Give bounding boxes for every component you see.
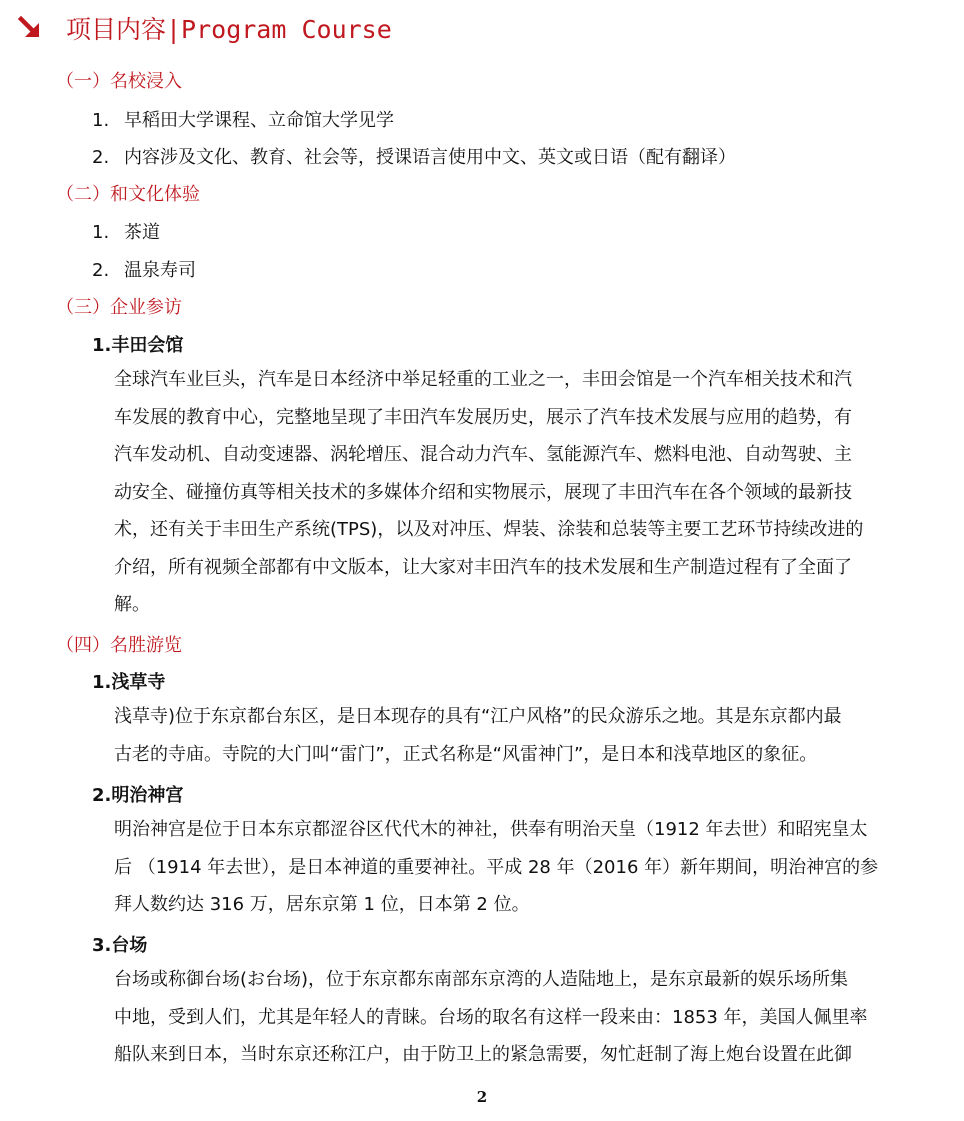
title-row (16, 10, 392, 46)
paragraph-line: 古老的寺庙。寺院的大门叫“雷门”，正式名称是“风雷神门”，是日本和浅草地区的象征。 (114, 743, 818, 765)
paragraph-line: 拜人数约达 316 万，居东京第 1 位，日本第 2 位。 (114, 894, 530, 915)
paragraph-line: 中地，受到人们，尤其是年轻人的青睐。台场的取名有这样一段来由：1853 年，美国人佩里率 (114, 1006, 868, 1028)
subsection-title: 3.台场 (92, 935, 148, 956)
paragraph-line: 全球汽车业巨头，汽车是日本经济中举足轻重的工业之一，丰田会馆是一个汽车相关技术和汽 (114, 369, 852, 390)
list-item (92, 143, 736, 169)
paragraph-line: 车发展的教育中心，完整地呈现了丰田汽车发展历史，展示了汽车技术发展与应用的趋势，有 (114, 406, 852, 428)
paragraph-line: 后 （1914 年去世），是日本神道的重要神社。平成 28 年（2016 年）新年期间，明治神宫的参 (114, 856, 879, 878)
paragraph-line: 台场或称御台场(お台场)，位于东京都东南部东京湾的人造陆地上，是东京最新的娱乐场所集 (114, 969, 849, 990)
subsection-title: 1.浅草寺 (92, 672, 166, 693)
page-title: 项目内容|Program Course (66, 15, 392, 44)
item-text: 茶道 (124, 222, 160, 243)
section-heading-3: （三）企业参访 (56, 297, 182, 318)
item-number: 2. (92, 260, 110, 281)
paragraph-line: 术，还有关于丰田生产系统(TPS)，以及对冲压、焊装、涂装和总装等主要工艺环节持续改进的 (114, 519, 864, 540)
paragraph-line: 动安全、碰撞仿真等相关技术的多媒体介绍和实物展示，展现了丰田汽车在各个领域的最新技 (114, 481, 852, 503)
item-number: 1. (92, 222, 110, 243)
section-heading-4: （四）名胜游览 (56, 635, 182, 656)
arrow-down-right-icon (18, 16, 42, 40)
paragraph (114, 361, 934, 624)
subsection-title: 2.明治神宫 (92, 785, 184, 806)
list-item (92, 256, 196, 282)
paragraph-line: 解。 (114, 594, 150, 615)
paragraph-line: 船队来到日本，当时东京还称江户，由于防卫上的紧急需要，匆忙赶制了海上炮台设置在此御 (114, 1044, 852, 1065)
item-number: 2. (92, 147, 110, 168)
subsection-title: 1.丰田会馆 (92, 335, 184, 356)
section-heading-2: （二）和文化体验 (56, 184, 200, 205)
paragraph-line: 汽车发动机、自动变速器、涡轮增压、混合动力汽车、氢能源汽车、燃料电池、自动驾驶、主 (114, 444, 852, 465)
paragraph-line: 浅草寺)位于东京都台东区，是日本现存的具有“江户风格”的民众游乐之地。其是东京都内最 (114, 706, 842, 727)
item-text: 内容涉及文化、教育、社会等，授课语言使用中文、英文或日语（配有翻译） (124, 147, 736, 168)
paragraph-line: 介绍，所有视频全部都有中文版本，让大家对丰田汽车的技术发展和生产制造过程有了全面了 (114, 556, 852, 578)
list-item (92, 218, 160, 244)
paragraph (114, 961, 934, 1074)
list-item (92, 106, 394, 132)
section-heading-1: （一）名校浸入 (56, 71, 182, 92)
item-text: 早稻田大学课程、立命馆大学见学 (124, 110, 394, 131)
page-number: 2 (476, 1088, 488, 1106)
paragraph-line: 明治神宫是位于日本东京都涩谷区代代木的神社，供奉有明治天皇（1912 年去世）和昭宪皇太 (114, 819, 868, 840)
item-number: 1. (92, 110, 110, 131)
paragraph (114, 698, 934, 773)
paragraph (114, 811, 934, 924)
item-text: 温泉寿司 (124, 260, 196, 281)
